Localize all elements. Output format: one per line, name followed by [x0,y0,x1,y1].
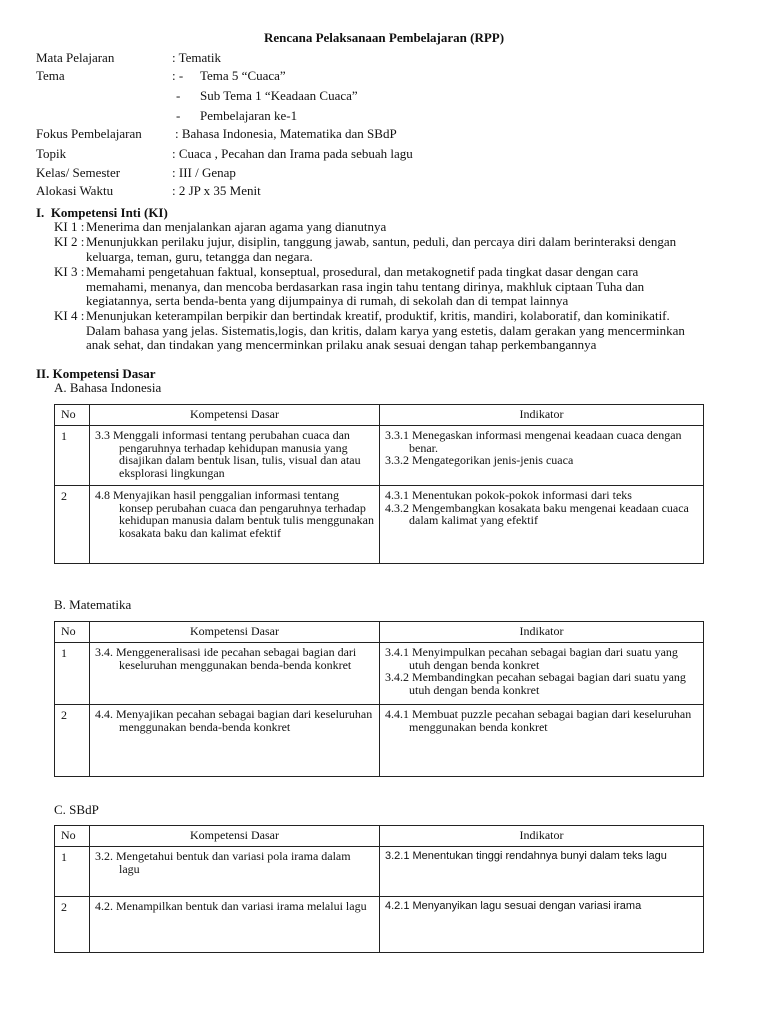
subsection-title: A. Bahasa Indonesia [54,380,162,395]
indikator-text: 4.4.1 Membuat puzzle pecahan sebagai bagian dari keseluruhan menggunakan benda konkret [385,707,692,734]
col-header-kd: Kompetensi Dasar [90,622,380,643]
dash: - [176,108,181,123]
indikator-text: 4.2.1 Menyanyikan lagu sesuai dengan variasi irama [385,900,642,912]
meta-value: Tema 5 “Cuaca” [200,68,286,83]
indikator-text: 3.4.2 Membandingkan pecahan sebagai bagian dari suatu yang utuh dengan benda konkret [385,670,686,697]
ki-item [54,309,734,353]
document-title: Rencana Pelaksanaan Pembelajaran (RPP) [263,30,505,45]
ki-label: KI 4 : [54,308,85,323]
kd-cell [90,897,380,953]
meta-value: : Cuaca , Pecahan dan Irama pada sebuah lagu [172,146,413,161]
section-number: II. [36,366,50,381]
row-number: 2 [55,897,90,953]
indikator-text: 3.3.1 Menegaskan informasi mengenai keadaan cuaca dengan benar. [385,428,682,455]
kd-text: 4.8 Menyajikan hasil penggalian informasi tentang konsep perubahan cuaca dan pengaruhnya terhadap kehidupan manusia dalam bentuk tulis menggunakan kosakata baku dan kalimat efektif [95,488,374,540]
meta-value: : - [172,68,184,83]
meta-value: : Bahasa Indonesia, Matematika dan SBdP [175,126,397,141]
meta-label: Alokasi Waktu [36,183,114,198]
col-header-indikator: Indikator [380,622,704,643]
subsection-title: C. SBdP [54,802,99,817]
indikator-cell [380,426,704,486]
indikator-text: 3.4.1 Menyimpulkan pecahan sebagai bagian dari suatu yang utuh dengan benda konkret [385,645,678,672]
meta-value: : 2 JP x 35 Menit [172,183,261,198]
kd-table-sbdp [54,825,704,953]
ki-text: Memahami pengetahuan faktual, konseptual, prosedural, dan metakognetif pada tingkat dasar dengan cara memahami, menanya, dan mencoba berdasarkan rasa ingin tahu tentang dirinya, makhluk ciptaan Tuha dan kegiatannya, serta benda-benta yang dijumpainya di rumah, di sekolah dan di tempat lainnya [86,264,645,309]
indikator-text: 4.3.2 Mengembangkan kosakata baku mengenai keadaan cuaca dalam kalimat yang efektif [385,500,689,528]
table-row [55,897,704,953]
section-title: Kompetensi Dasar [52,366,156,381]
meta-label: Mata Pelajaran [36,50,115,65]
section-title: Kompetensi Inti (KI) [50,205,168,220]
section-number: I. [36,205,45,220]
ki-label: KI 2 : [54,234,85,249]
ki-text: Menunjukan keterampilan berpikir dan bertindak kreatif, produktif, kritis, mandiri, kolaboratif, dan kominikatif. Dalam bahasa yang jelas. Sistematis,logis, dan kritis, dalam karya yang estetis, dalam gerakan yang mencerminkan anak sehat, dan tindakan yang mencerminkan prilaku anak sesuai dengan tahap perkembangannya [86,308,685,353]
table-header-row [55,826,704,847]
meta-label: Topik [36,146,67,161]
dash: - [176,88,181,103]
table-row [55,426,704,486]
ki-item [54,235,734,264]
indikator-text: 3.2.1 Menentukan tinggi rendahnya bunyi dalam teks lagu [385,850,667,862]
col-header-indikator: Indikator [380,405,704,426]
col-header-no: No [55,405,90,426]
table-row [55,705,704,777]
table-row [55,847,704,897]
kd-text: 4.2. Menampilkan bentuk dan variasi irama melalui lagu [95,899,367,913]
table-header-row [55,622,704,643]
meta-value: : III / Genap [172,165,236,180]
meta-value: Sub Tema 1 “Keadaan Cuaca” [200,88,358,103]
kd-text: 3.3 Menggali informasi tentang perubahan cuaca dan pengaruhnya terhadap kehidupan manusia yang disajikan dalam bentuk lisan, tulis, visual dan atau eksplorasi lingkungan [95,428,361,480]
col-header-indikator: Indikator [380,826,704,847]
row-number: 1 [55,847,90,897]
indikator-cell [380,705,704,777]
ki-label: KI 3 : [54,264,85,279]
meta-label: Kelas/ Semester [36,165,121,180]
kd-cell [90,486,380,564]
table-row [55,643,704,705]
col-header-kd: Kompetensi Dasar [90,405,380,426]
row-number: 1 [55,426,90,486]
indikator-cell [380,643,704,705]
ki-label: KI 1 : [54,219,85,234]
meta-value: : Tematik [172,50,222,65]
ki-text: Menunjukkan perilaku jujur, disiplin, tanggung jawab, santun, peduli, dan percaya diri dalam berinteraksi dengan keluarga, teman, guru, tetangga dan negara. [86,234,677,264]
subsection-title: B. Matematika [54,597,132,612]
row-number: 1 [55,643,90,705]
ki-text: Menerima dan menjalankan ajaran agama yang dianutnya [86,219,387,234]
row-number: 2 [55,486,90,564]
indikator-cell [380,486,704,564]
meta-label: Tema [36,68,65,83]
col-header-kd: Kompetensi Dasar [90,826,380,847]
kd-table-matematika [54,621,704,777]
table-row [55,486,704,564]
kd-cell [90,847,380,897]
meta-label: Fokus Pembelajaran [36,126,142,141]
col-header-no: No [55,826,90,847]
kd-text: 3.4. Menggeneralisasi ide pecahan sebagai bagian dari keseluruhan menggunakan benda-benda konkret [95,645,357,672]
indikator-text: 3.3.2 Mengategorikan jenis-jenis cuaca [385,453,574,468]
indikator-cell [380,897,704,953]
ki-item [54,265,734,309]
indikator-text: 4.3.1 Menentukan pokok-pokok informasi dari teks [385,488,632,502]
kd-text: 3.2. Mengetahui bentuk dan variasi pola irama dalam lagu [95,849,351,876]
meta-value: Pembelajaran ke-1 [200,108,298,123]
table-header-row [55,405,704,426]
col-header-no: No [55,622,90,643]
kd-cell [90,705,380,777]
indikator-cell [380,847,704,897]
ki-item [54,220,734,235]
kd-cell [90,426,380,486]
kd-table-bahasa-indonesia [54,404,704,564]
row-number: 2 [55,705,90,777]
kd-cell [90,643,380,705]
kd-text: 4.4. Menyajikan pecahan sebagai bagian dari keseluruhan menggunakan benda-benda konkret [95,707,373,734]
